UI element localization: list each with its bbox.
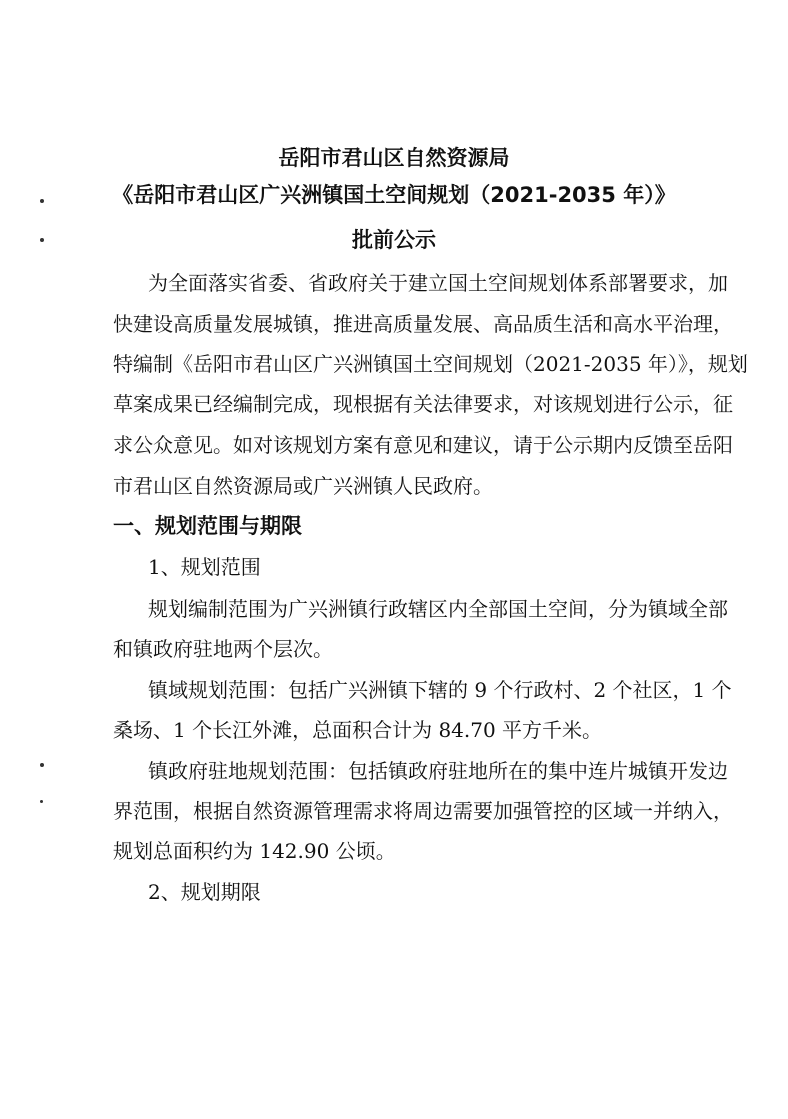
- paragraph-line: 镇政府驻地规划范围：包括镇政府驻地所在的集中连片城镇开发边: [148, 759, 728, 783]
- document-title-plan: 《岳阳市君山区广兴洲镇国土空间规划（2021-2035 年）》: [112, 183, 676, 207]
- paragraph-line: 界范围，根据自然资源管理需求将周边需要加强管控的区域一并纳入，: [113, 799, 733, 823]
- scan-speck: [40, 238, 44, 242]
- scan-speck: [40, 800, 43, 803]
- scan-speck: [40, 763, 44, 767]
- intro-line: 特编制《岳阳市君山区广兴洲镇国土空间规划（2021-2035 年）》，规划: [113, 352, 748, 376]
- paragraph-line: 桑场、1 个长江外滩，总面积合计为 84.70 平方千米。: [113, 718, 603, 742]
- paragraph-line: 和镇政府驻地两个层次。: [113, 637, 333, 661]
- document-title-agency: 岳阳市君山区自然资源局: [278, 146, 510, 170]
- intro-line: 草案成果已经编制完成，现根据有关法律要求，对该规划进行公示，征: [113, 392, 733, 416]
- paragraph-line: 规划总面积约为 142.90 公顷。: [113, 839, 396, 863]
- intro-line: 求公众意见。如对该规划方案有意见和建议，请于公示期内反馈至岳阳: [113, 433, 733, 457]
- paragraph-line: 镇域规划范围：包括广兴洲镇下辖的 9 个行政村、2 个社区，1 个: [148, 678, 732, 702]
- subsection-heading: 1、规划范围: [148, 555, 261, 579]
- paragraph-line: 规划编制范围为广兴洲镇行政辖区内全部国土空间，分为镇域全部: [148, 597, 728, 621]
- subsection-heading: 2、规划期限: [148, 880, 261, 904]
- document-title-notice: 批前公示: [352, 228, 436, 252]
- intro-line: 为全面落实省委、省政府关于建立国土空间规划体系部署要求，加: [148, 271, 728, 295]
- intro-line: 快建设高质量发展城镇，推进高质量发展、高品质生活和高水平治理，: [113, 312, 733, 336]
- scan-speck: [40, 199, 44, 203]
- section-heading: 一、规划范围与期限: [113, 514, 302, 538]
- intro-line: 市君山区自然资源局或广兴洲镇人民政府。: [113, 474, 493, 498]
